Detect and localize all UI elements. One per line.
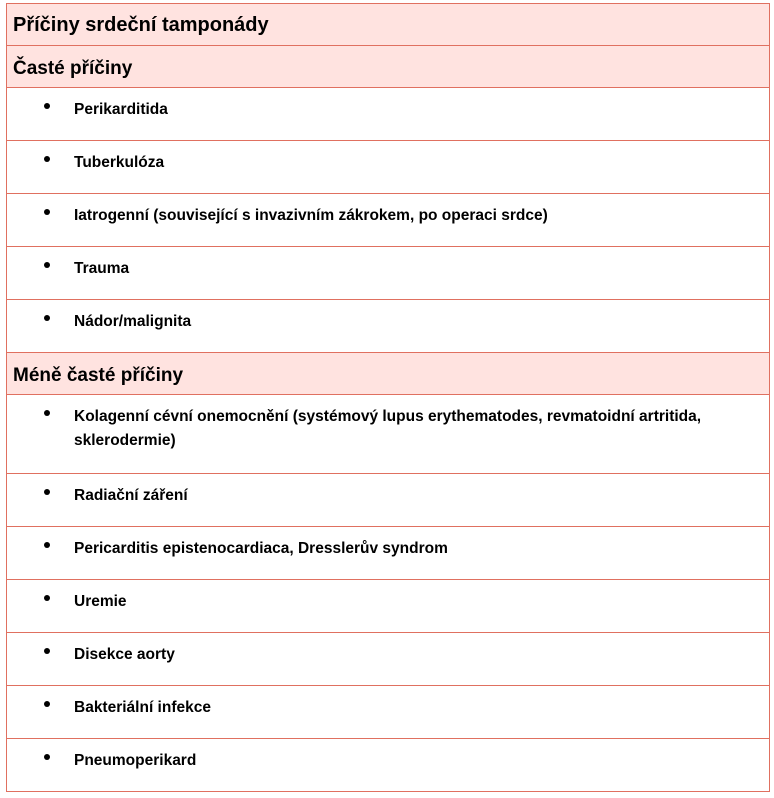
bullet-icon xyxy=(44,156,50,162)
section-heading: Méně časté příčiny xyxy=(13,365,184,386)
list-item xyxy=(7,300,769,353)
bullet-icon xyxy=(44,701,50,707)
section-header-less-common xyxy=(7,353,769,395)
list-item xyxy=(7,194,769,247)
causes-table xyxy=(6,3,770,792)
list-item-text: Uremie xyxy=(74,593,127,610)
list-item xyxy=(7,88,769,141)
list-item-text: Radiační záření xyxy=(74,487,188,504)
table-title: Příčiny srdeční tamponády xyxy=(13,14,269,36)
list-item-text: Nádor/malignita xyxy=(74,313,192,330)
list-item-text: Pneumoperikard xyxy=(74,752,197,769)
bullet-icon xyxy=(44,754,50,760)
list-item-text: Tuberkulóza xyxy=(74,154,165,171)
list-item xyxy=(7,527,769,580)
list-item xyxy=(7,580,769,633)
bullet-icon xyxy=(44,648,50,654)
bullet-icon xyxy=(44,595,50,601)
list-item-text: Disekce aorty xyxy=(74,646,175,663)
list-item xyxy=(7,247,769,300)
list-item xyxy=(7,633,769,686)
list-item xyxy=(7,141,769,194)
bullet-icon xyxy=(44,315,50,321)
bullet-icon xyxy=(44,410,50,416)
bullet-icon xyxy=(44,542,50,548)
list-item-text: Pericarditis epistenocardiaca, Dresslerův syndrom xyxy=(74,540,448,557)
table-title-row xyxy=(7,4,769,46)
section-heading: Časté příčiny xyxy=(13,58,133,79)
section-header-common xyxy=(7,46,769,88)
list-item-text: Iatrogenní (související s invazivním zákrokem, po operaci srdce) xyxy=(74,207,548,224)
bullet-icon xyxy=(44,262,50,268)
list-item xyxy=(7,474,769,527)
list-item-text: Kolagenní cévní onemocnění (systémový lupus erythematodes, revmatoidní artritida, sklerodermie) xyxy=(74,408,702,449)
bullet-icon xyxy=(44,209,50,215)
list-item xyxy=(7,395,769,474)
list-item-text: Bakteriální infekce xyxy=(74,699,211,716)
bullet-icon xyxy=(44,103,50,109)
list-item xyxy=(7,686,769,739)
list-item-text: Perikarditida xyxy=(74,101,168,118)
list-item-text: Trauma xyxy=(74,260,130,277)
list-item xyxy=(7,739,769,792)
bullet-icon xyxy=(44,489,50,495)
